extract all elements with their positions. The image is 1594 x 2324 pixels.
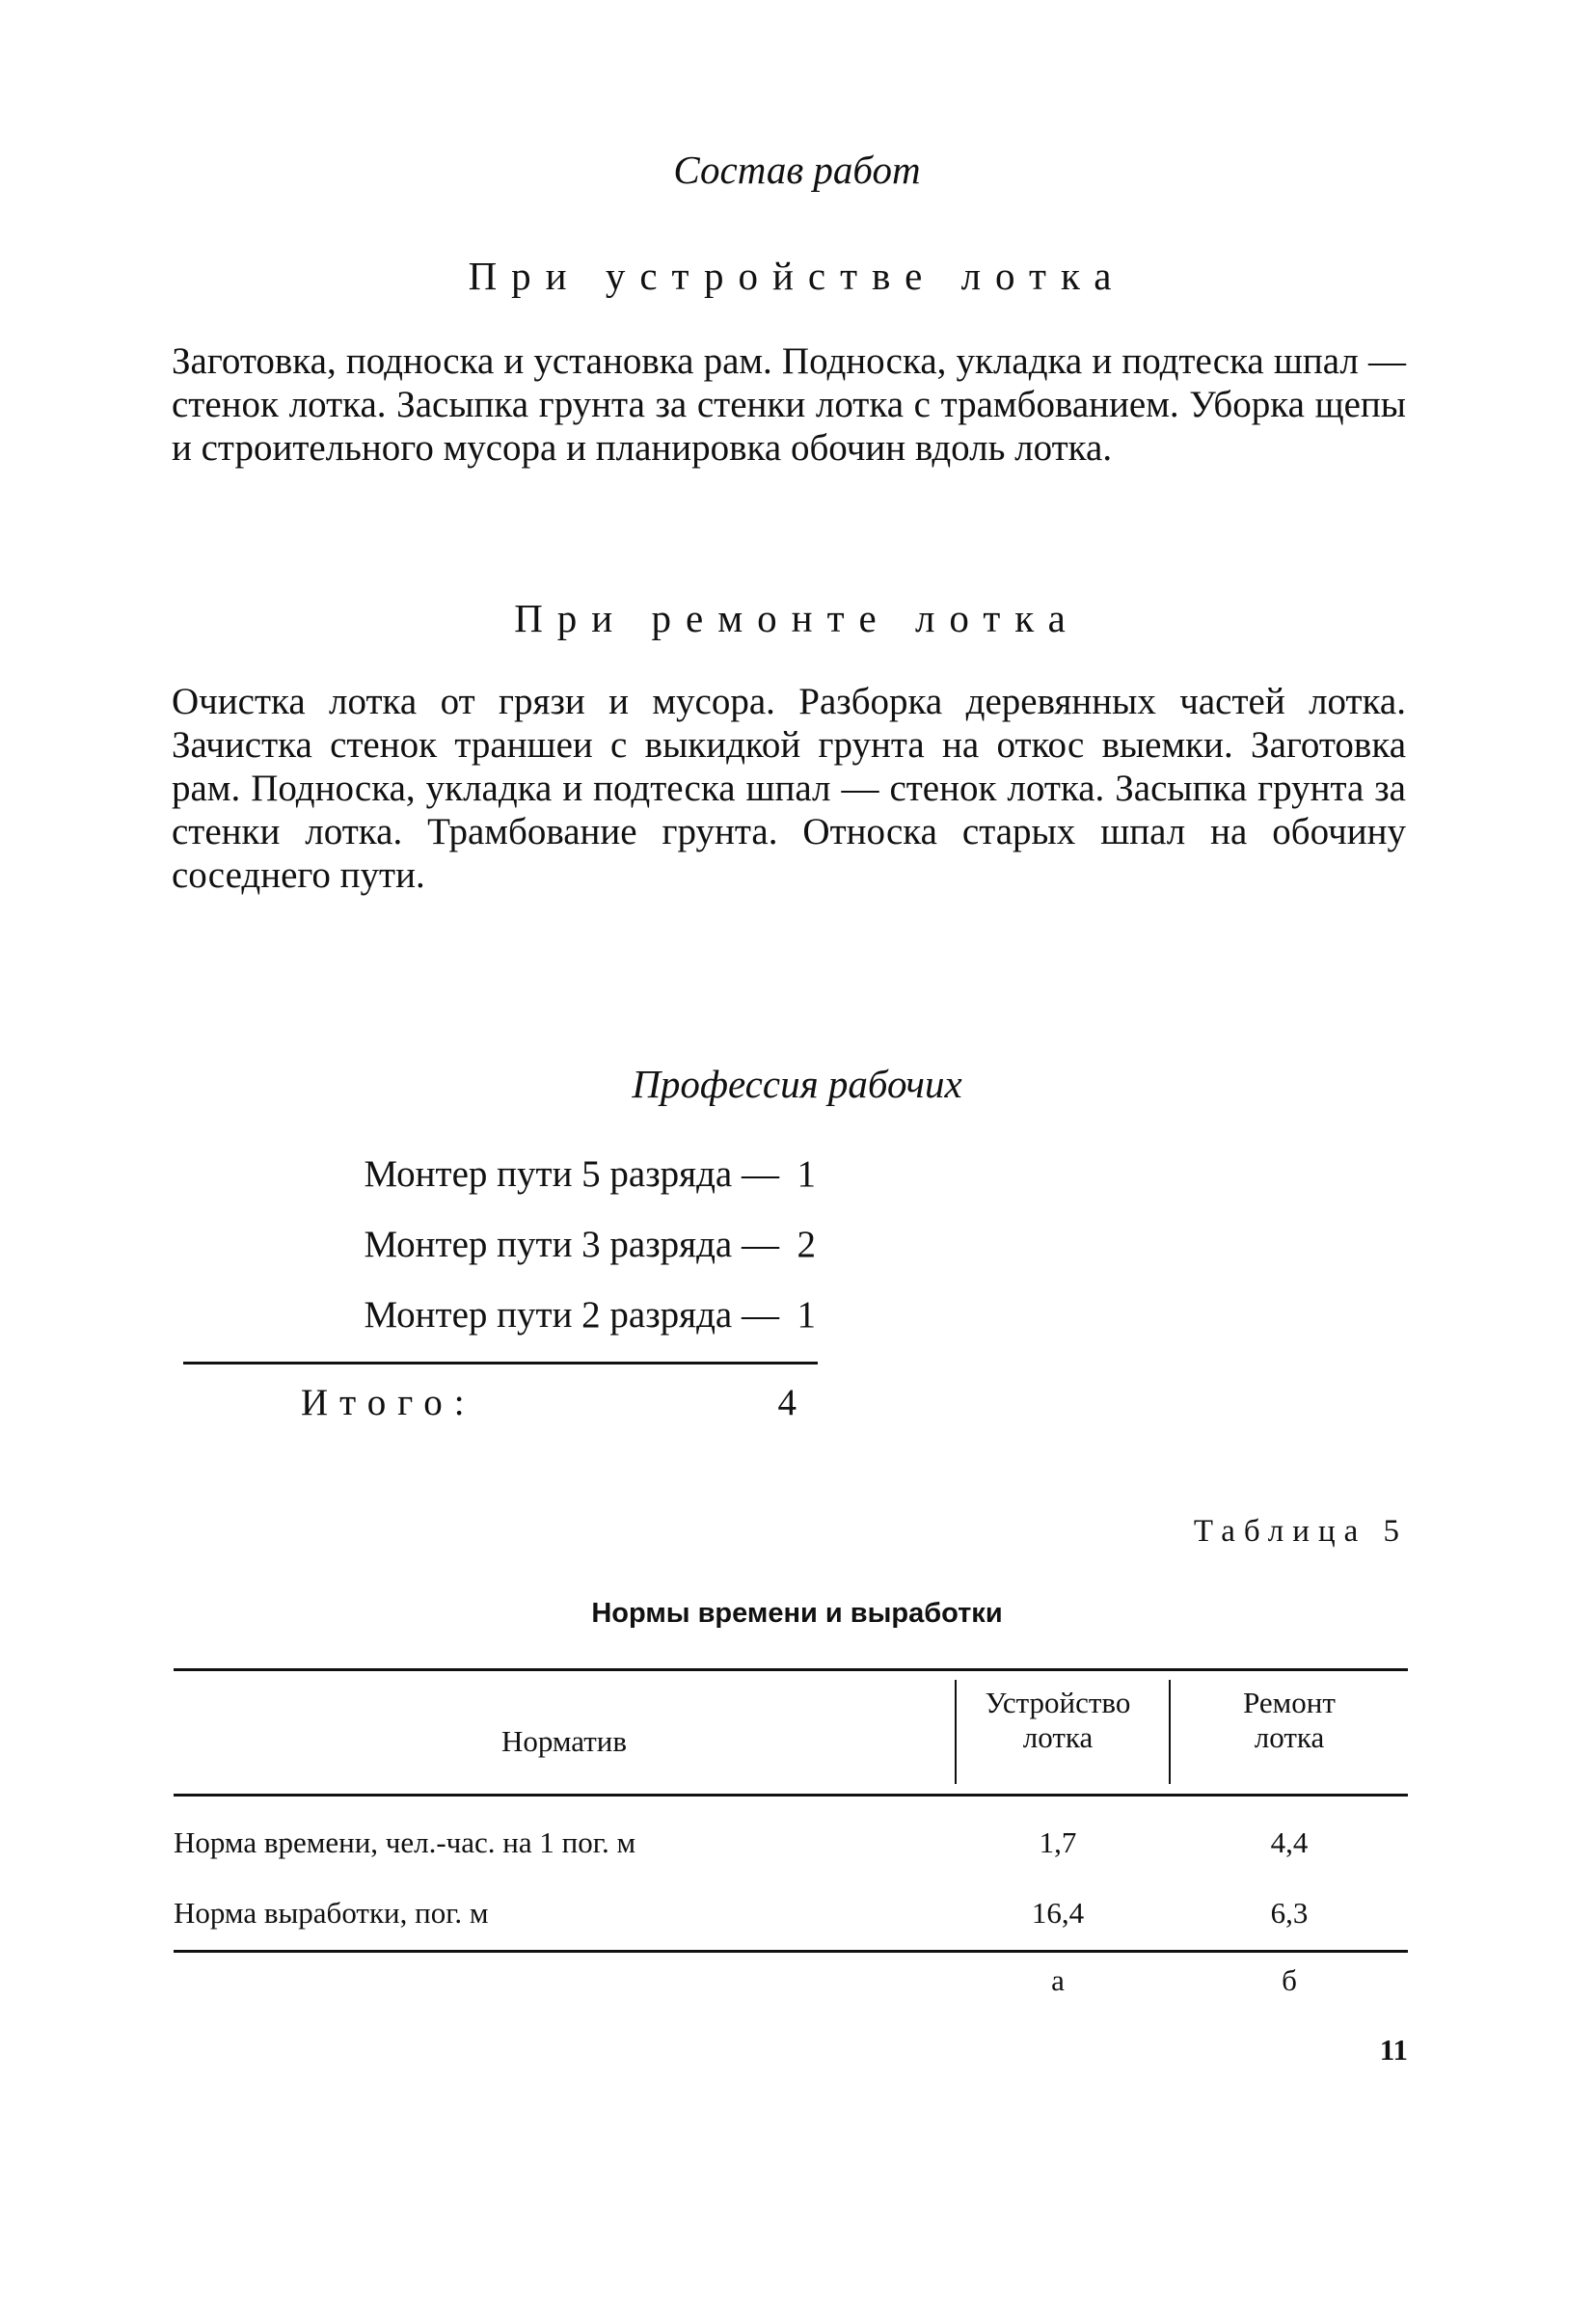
worker-count: 2: [797, 1224, 816, 1265]
worker-row: [152, 1223, 827, 1269]
column-index-b: б: [1282, 1963, 1297, 1997]
table-row: [174, 1896, 1408, 1942]
row-repair-value: 4,4: [1270, 1825, 1309, 1859]
worker-profession: Монтер пути 3 разряда —: [364, 1224, 779, 1265]
worker-profession: Монтер пути 5 разряда —: [364, 1153, 779, 1195]
table-title: Нормы времени и выработки: [591, 1598, 1003, 1629]
table-row: [174, 1825, 1408, 1872]
installation-text: Заготовка, подноска и установка рам. Подноска, укладка и подтеска шпал — стенок лотка. Засыпка грунта за стенки лотка с трамбованием. Уборка щепы и строительного мусора и планировка обочин вдоль лотка.: [172, 340, 1406, 469]
row-repair-value: 6,3: [1270, 1896, 1309, 1930]
subheading-installation: При устройстве лотка: [468, 254, 1126, 298]
repair-text: Очистка лотка от грязи и мусора. Разборка деревянных частей лотка. Зачистка стенок траншеи с выкидкой грунта на откос выемки. Заготовка рам. Подноска, укладка и подтеска шпал — стенок лотка. Засыпка грунта за стенки лотка. Трамбование грунта. Относка старых шпал на обочину соседнего пути.: [172, 681, 1406, 896]
page-number: 11: [1379, 2033, 1408, 2067]
header-repair: [1171, 1686, 1408, 1755]
worker-count: 1: [797, 1153, 816, 1195]
table-bottom-rule: [174, 1950, 1408, 1953]
table-top-rule: [174, 1668, 1408, 1671]
section-title-workers: Профессия рабочих: [632, 1062, 962, 1106]
header-repair-line1: Ремонт: [1243, 1686, 1336, 1719]
total-value: 4: [777, 1382, 797, 1423]
total-label: Итого:: [301, 1382, 476, 1423]
table-label: Таблица 5: [1193, 1514, 1408, 1549]
worker-row: [152, 1152, 827, 1199]
header-installation: [957, 1686, 1159, 1755]
row-label: Норма времени, чел.-час. на 1 пог. м: [174, 1825, 636, 1859]
section-title-composition: Состав работ: [673, 148, 921, 192]
worker-row: [152, 1293, 827, 1339]
row-installation-value: 1,7: [1039, 1825, 1077, 1859]
header-installation-line1: Устройство: [985, 1686, 1131, 1719]
header-normative: Норматив: [500, 1724, 628, 1758]
header-repair-line2: лотка: [1254, 1720, 1325, 1754]
header-installation-line2: лотка: [1022, 1720, 1094, 1754]
worker-profession: Монтер пути 2 разряда —: [364, 1294, 779, 1336]
row-installation-value: 16,4: [1031, 1896, 1085, 1930]
total-divider: [183, 1362, 818, 1365]
column-index-a: а: [1051, 1963, 1065, 1997]
repair-paragraph: [172, 680, 1406, 897]
installation-paragraph: [172, 339, 1406, 470]
row-label: Норма выработки, пог. м: [174, 1896, 489, 1930]
worker-count: 1: [797, 1294, 816, 1336]
table-header-rule: [174, 1794, 1408, 1797]
subheading-repair: При ремонте лотка: [514, 596, 1080, 640]
norms-table: [174, 1668, 1408, 2324]
